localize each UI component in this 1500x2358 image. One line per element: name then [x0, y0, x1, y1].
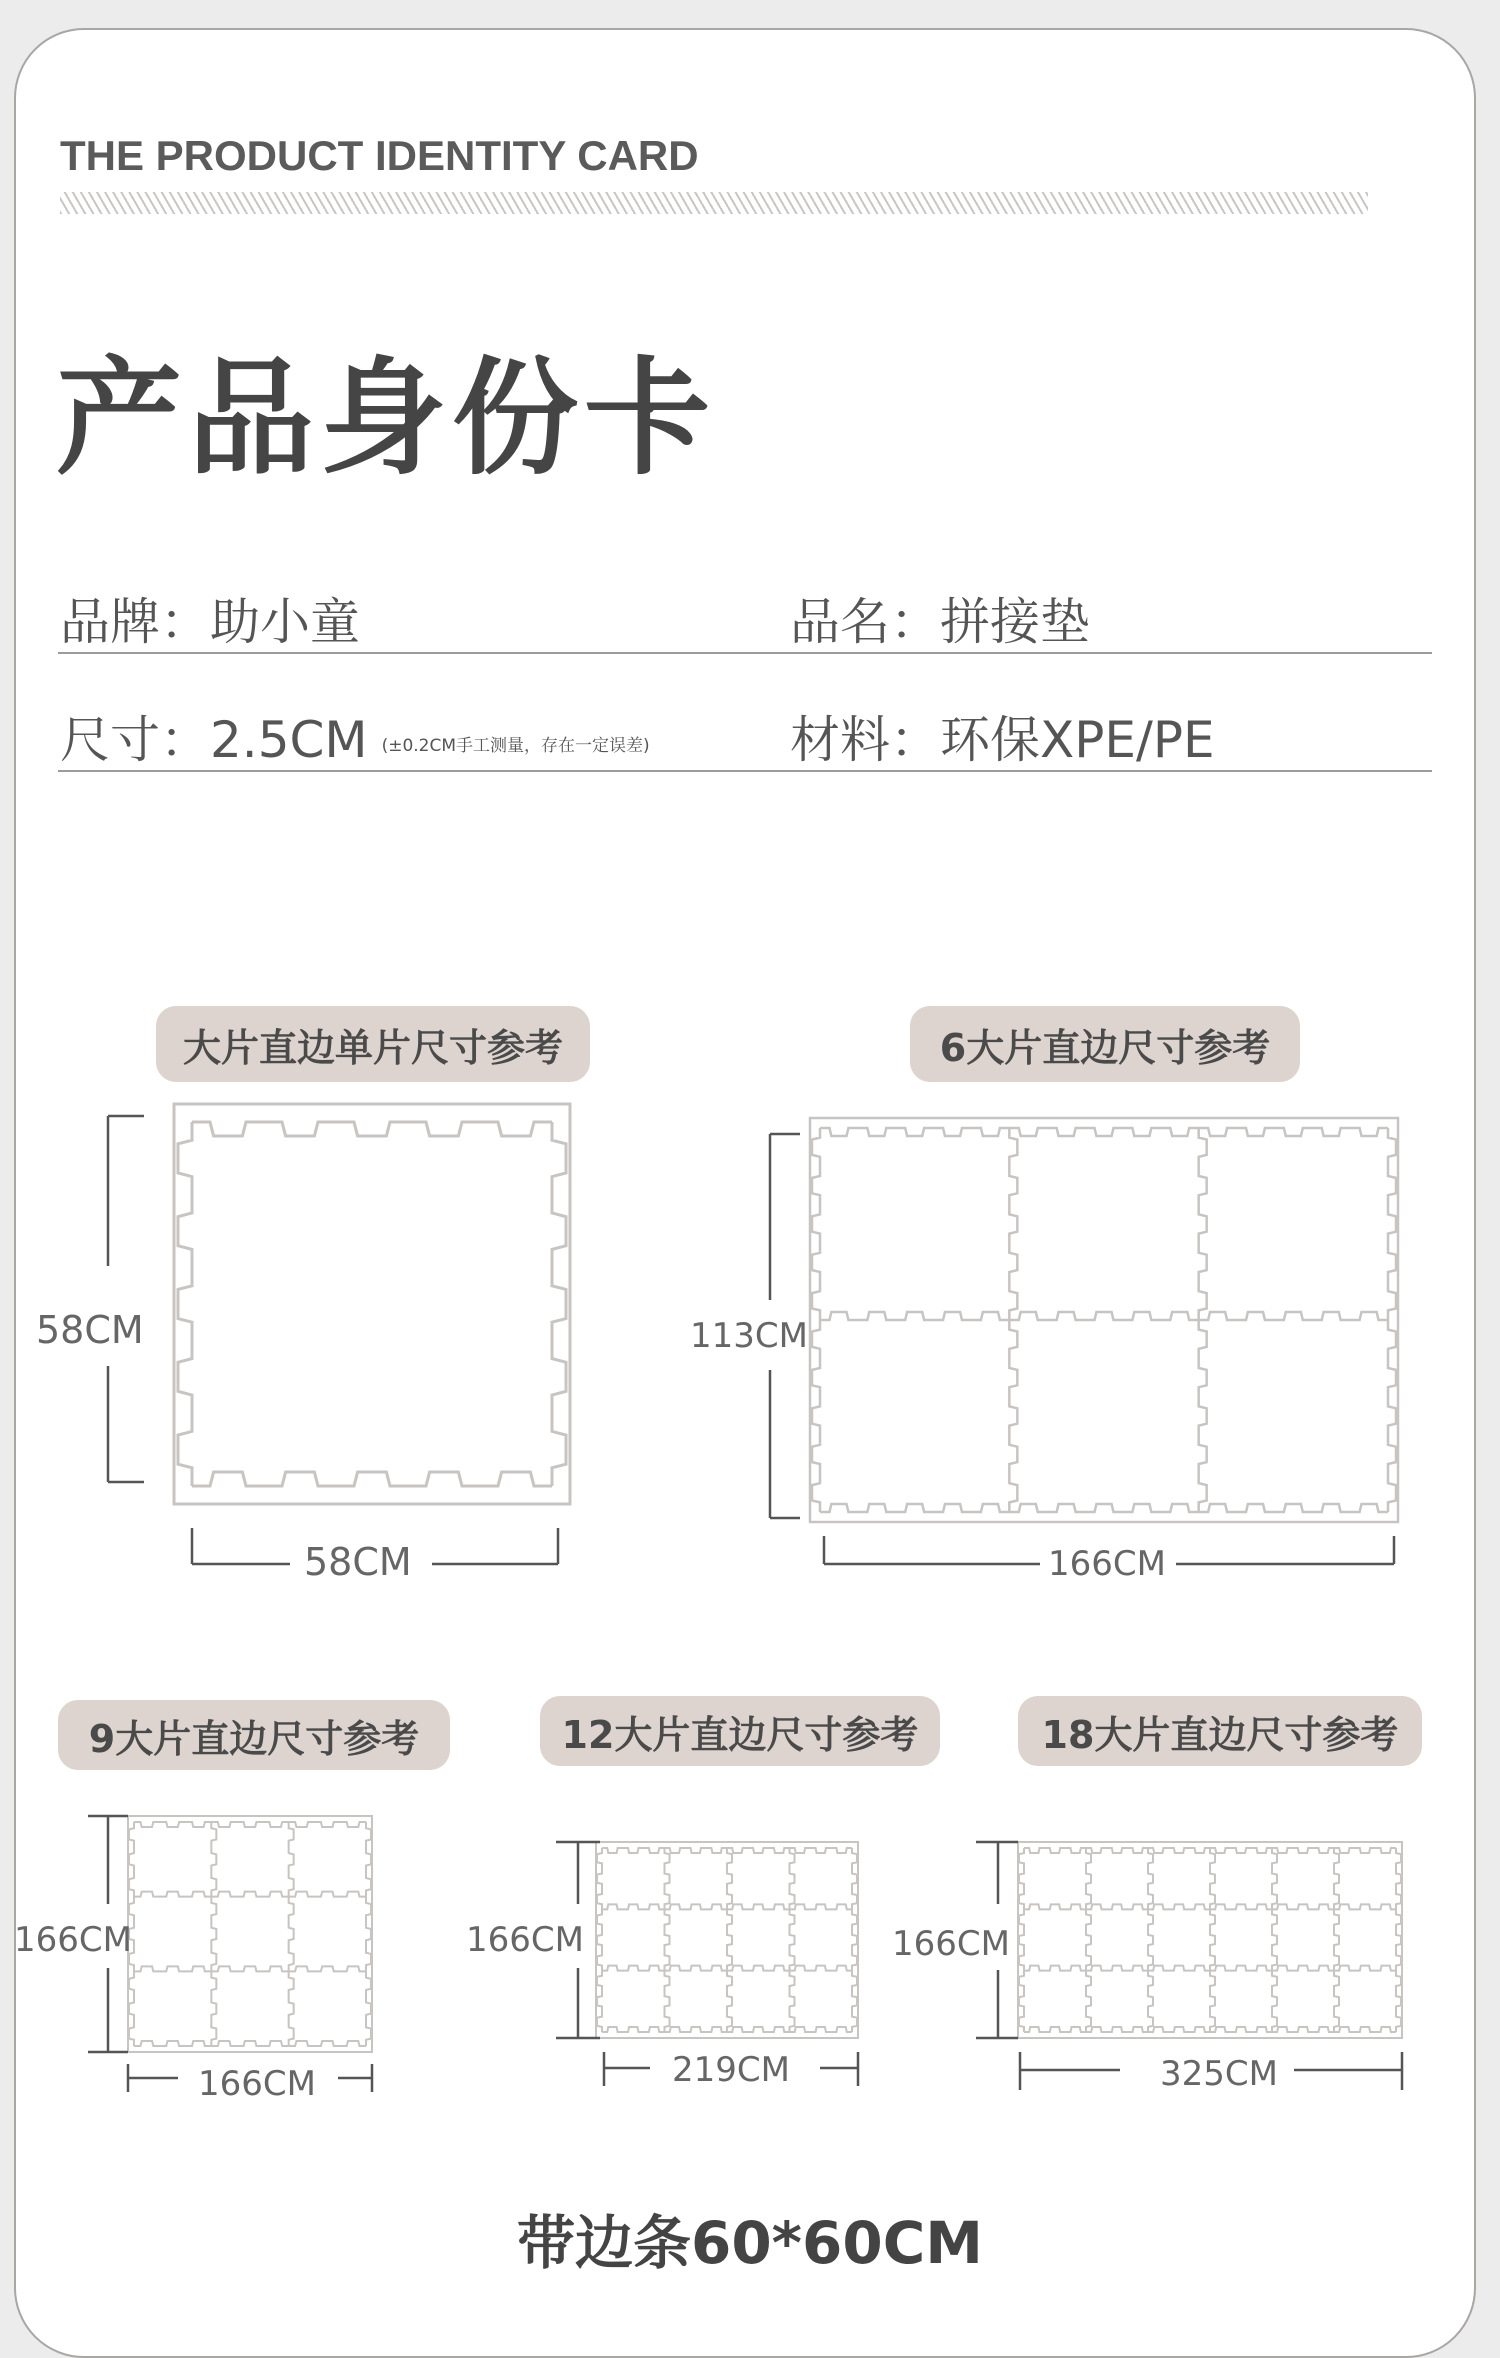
spec-material: 材料：环保XPE/PE [790, 711, 1215, 769]
spec-brand: 品牌：助小童 [60, 593, 360, 651]
label-eighteen-piece: 18大片直边尺寸参考 [1018, 1696, 1422, 1766]
dim-single-height: 58CM [36, 1308, 144, 1352]
eyebrow-title: THE PRODUCT IDENTITY CARD [60, 132, 699, 179]
dim-eighteen-width: 325CM [1160, 2054, 1278, 2094]
dim-nine-height: 166CM [14, 1920, 132, 1960]
spec-size-value: 尺寸：2.5CM [60, 711, 368, 769]
page-title: 产品身份卡 [56, 345, 716, 492]
dim-six-height: 113CM [690, 1316, 808, 1356]
spec-product-name: 品名：拼接垫 [790, 593, 1090, 651]
footer-note: 带边条60*60CM [516, 2209, 984, 2277]
dim-twelve-width: 219CM [672, 2050, 790, 2090]
label-twelve-piece: 12大片直边尺寸参考 [540, 1696, 940, 1766]
spec-size-note: (±0.2CM手工测量，存在一定误差) [381, 736, 650, 756]
dim-eighteen-height: 166CM [892, 1924, 1010, 1964]
label-single-piece: 大片直边单片尺寸参考 [156, 1006, 590, 1082]
single-mat-outline [174, 1104, 570, 1504]
nine-mat-outline [128, 1816, 372, 2052]
dim-single-width: 58CM [304, 1540, 412, 1584]
dim-twelve-height: 166CM [466, 1920, 584, 1960]
label-six-piece: 6大片直边尺寸参考 [910, 1006, 1300, 1082]
label-nine-piece: 9大片直边尺寸参考 [58, 1700, 450, 1770]
dim-six-width: 166CM [1048, 1544, 1166, 1584]
dim-nine-width: 166CM [198, 2064, 316, 2104]
